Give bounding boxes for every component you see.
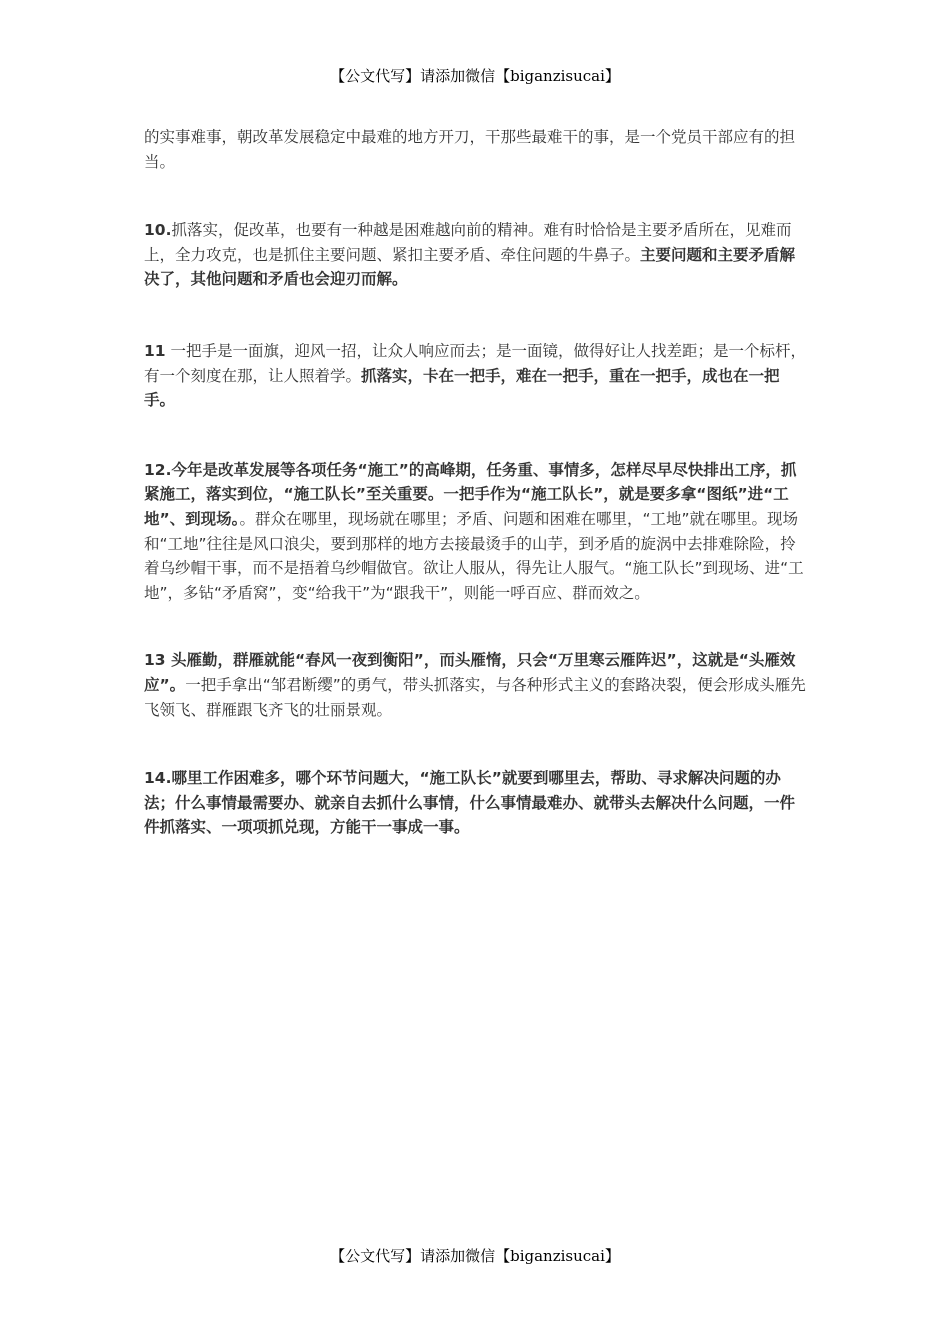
paragraph-emphasis: 主要问题和主要矛盾解决了，其他问题和矛盾也会迎刃而解。 bbox=[144, 245, 796, 289]
paragraph-12 bbox=[144, 458, 810, 606]
paragraph-text: 。群众在哪里，现场就在哪里；矛盾、问题和困难在哪里，“工地”就在哪里。现场和“工地”往往是风口浪尖，要到那样的地方去接最烫手的山芋，到矛盾的旋涡中去排难除险，拎着乌纱帽干事，而不是捂着乌纱帽做官。欲让人服从，得先让人服气。“施工队长”到现场、进“工地”，多钻“矛盾窝”，变“给我干”为“跟我干”，则能一呼百应、群而效之。 bbox=[144, 509, 804, 602]
page-header: 【公文代写】请添加微信【biganzisucai】 bbox=[330, 67, 620, 85]
paragraph-11 bbox=[144, 339, 810, 413]
paragraph-number: 10. bbox=[144, 221, 172, 240]
paragraph-13 bbox=[144, 648, 810, 722]
paragraph-continuation bbox=[144, 125, 810, 174]
paragraph-text: 一把手拿出“邹君断缨”的勇气，带头抓落实，与各种形式主义的套路决裂，便会形成头雁先飞领飞、群雁跟飞齐飞的壮丽景观。 bbox=[144, 675, 806, 719]
paragraph-emphasis: 13 头雁勤，群雁就能“春风一夜到衡阳”，而头雁惰，只会“万里寒云雁阵迟”，这就是“头雁效应”。 bbox=[144, 651, 796, 694]
page-footer: 【公文代写】请添加微信【biganzisucai】 bbox=[330, 1247, 620, 1265]
paragraph-number: 11 bbox=[144, 341, 166, 360]
paragraph-emphasis: 12.今年是改革发展等各项任务“施工”的高峰期，任务重、事情多，怎样尽早尽快排出工序，抓紧施工，落实到位，“施工队长”至关重要。一把手作为“施工队长”，就是要多拿“图纸”进“工地”、到现场。 bbox=[144, 460, 797, 528]
paragraph-14 bbox=[144, 766, 810, 840]
paragraph-emphasis: 14.哪里工作困难多，哪个环节问题大，“施工队长”就要到哪里去，帮助、寻求解决问题的办法；什么事情最需要办、就亲自去抓什么事情，什么事情最难办、就带头去解决什么问题，一件件抓落实、一项项抓兑现，方能干一事成一事。 bbox=[144, 769, 796, 837]
document-body bbox=[144, 125, 810, 840]
paragraph-text: 的实事难事，朝改革发展稳定中最难的地方开刀，干那些最难干的事，是一个党员干部应有的担当。 bbox=[144, 128, 796, 171]
paragraph-emphasis: 抓落实，卡在一把手，难在一把手，重在一把手，成也在一把手。 bbox=[144, 366, 780, 410]
paragraph-text: 抓落实，促改革，也要有一种越是困难越向前的精神。难有时恰恰是主要矛盾所在，见难而上，全力攻克，也是抓住主要问题、紧扣主要矛盾、牵住问题的牛鼻子。 bbox=[144, 221, 792, 264]
paragraph-10 bbox=[144, 218, 810, 292]
paragraph-text: 一把手是一面旗，迎风一招，让众人响应而去；是一面镜，做得好让人找差距；是一个标杆，有一个刻度在那，让人照着学。 bbox=[144, 341, 807, 385]
